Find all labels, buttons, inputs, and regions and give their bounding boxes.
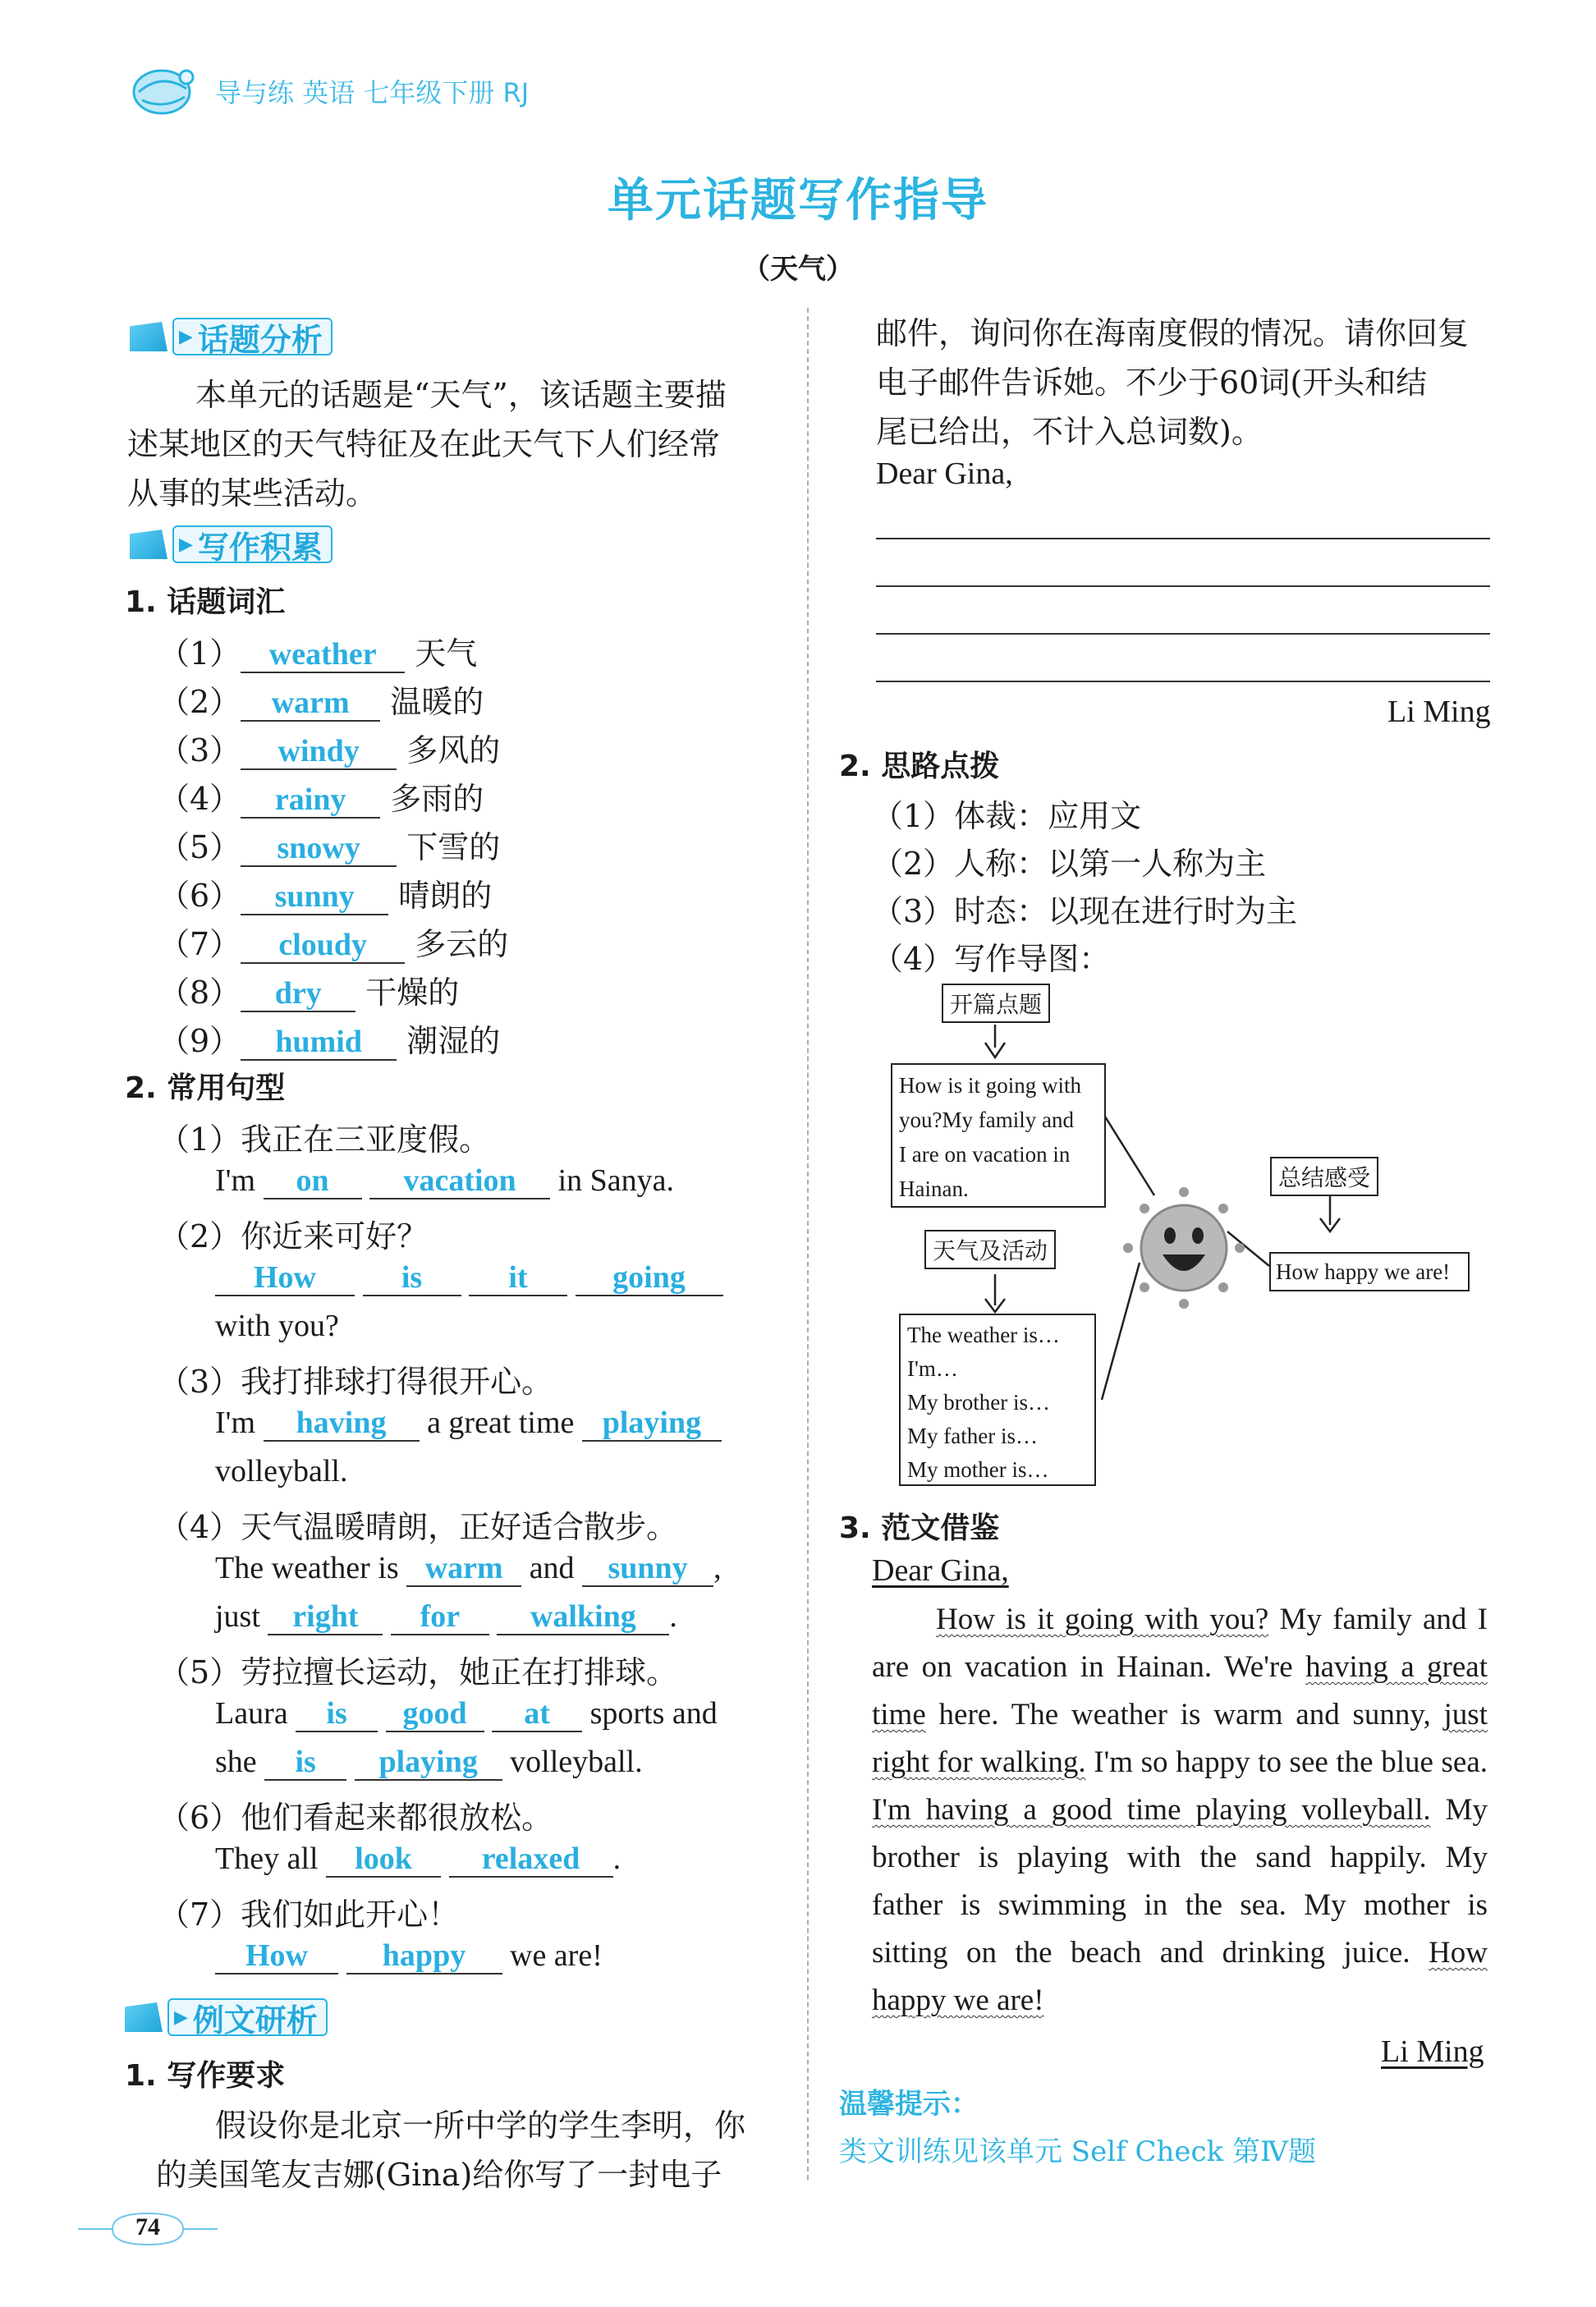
sentence-answer: it xyxy=(469,1262,567,1296)
mindmap-box-opening xyxy=(891,1063,1106,1208)
requirement-line: 尾已给出，不计入总词数)。 xyxy=(876,414,1263,450)
sentence-answer: is xyxy=(264,1746,346,1781)
requirement-line: 邮件，询问你在海南度假的情况。请你回复 xyxy=(876,315,1470,351)
writing-line xyxy=(876,633,1490,635)
sentence-en xyxy=(215,1550,722,1587)
vocab-row xyxy=(158,1016,500,1061)
globe-logo-icon xyxy=(127,64,201,118)
sentence-text: I'm xyxy=(215,1406,256,1440)
tips-heading: 2. 思路点拨 xyxy=(839,750,1000,783)
sentence-cn: （6）他们看起来都很放松。 xyxy=(158,1800,553,1836)
tip-item: （1）体裁：应用文 xyxy=(872,798,1142,834)
mindmap-text: I are on vacation in xyxy=(899,1142,1071,1167)
connector-line xyxy=(1105,1117,1154,1195)
sentence-answer: relaxed xyxy=(449,1843,613,1878)
sentence-text: she xyxy=(215,1745,257,1779)
sentence-answer: for xyxy=(391,1601,489,1635)
vocab-answer: warm xyxy=(241,687,380,722)
tip-item: （4）写作导图： xyxy=(872,941,1111,977)
header-logo xyxy=(127,64,201,118)
vocab-row xyxy=(158,677,484,722)
sentences-heading: 2. 常用句型 xyxy=(125,1071,286,1105)
play-arrow-icon: ▶ xyxy=(174,2007,188,2028)
mindmap-label-weather: 天气及活动 xyxy=(924,1230,1056,1269)
connector-line xyxy=(1102,1263,1140,1400)
sentence-answer: warm xyxy=(406,1553,521,1587)
connector-line xyxy=(1227,1231,1269,1266)
sentence-answer: is xyxy=(296,1698,378,1732)
sentence-text: . xyxy=(612,1841,621,1876)
sentence-text: The weather is xyxy=(215,1551,399,1585)
vocab-num: （7） xyxy=(158,926,241,962)
tip-title: 温馨提示： xyxy=(839,2088,979,2121)
vocab-num: （9） xyxy=(158,1023,241,1059)
model-highlight: How happy we are! xyxy=(872,1936,1488,2017)
vocab-row xyxy=(158,967,459,1012)
vocab-answer: snowy xyxy=(241,832,397,867)
vocab-answer: humid xyxy=(241,1026,397,1061)
vocab-row xyxy=(158,773,484,819)
mindmap-text: My brother is… xyxy=(907,1390,1050,1415)
sentence-cn: （7）我们如此开心！ xyxy=(158,1897,460,1933)
vocab-num: （1） xyxy=(158,635,241,672)
sentence-answer: on xyxy=(264,1165,362,1199)
vocab-num: （2） xyxy=(158,684,241,720)
vocab-num: （3） xyxy=(158,732,241,768)
sentence-cn: （1）我正在三亚度假。 xyxy=(158,1121,491,1158)
sentence-text: just xyxy=(215,1599,260,1634)
vocab-num: （4） xyxy=(158,781,241,817)
sentence-text: They all xyxy=(215,1841,319,1876)
sentence-answer: happy xyxy=(346,1940,502,1974)
mindmap-box-summary xyxy=(1269,1252,1470,1291)
tip-text: 类文训练见该单元 Self Check 第Ⅳ题 xyxy=(839,2135,1316,2168)
topic-paragraph-line: 本单元的话题是“天气”，该话题主要描 xyxy=(195,377,727,413)
sentence-cn: （2）你近来可好？ xyxy=(158,1218,429,1254)
mindmap-label-summary: 总结感受 xyxy=(1270,1157,1378,1196)
page-subtitle: （天气） xyxy=(742,253,854,286)
header-series: 导与练 英语 七年级下册 RJ xyxy=(215,77,530,108)
sentence-answer: right xyxy=(268,1601,383,1635)
sentence-answer: look xyxy=(326,1843,441,1878)
vocab-row xyxy=(158,725,500,770)
tip-item: （3）时态：以现在进行时为主 xyxy=(872,893,1298,929)
sentence-en xyxy=(215,1841,621,1878)
vocab-row xyxy=(158,628,477,673)
play-arrow-icon: ▶ xyxy=(179,326,193,347)
sentence-answer: playing xyxy=(582,1407,722,1442)
mindmap-label-opening: 开篇点题 xyxy=(942,984,1050,1023)
sentence-answer: walking xyxy=(497,1601,669,1635)
requirement-line: 电子邮件告诉她。不少于60词(开头和结 xyxy=(876,365,1428,401)
section-heading: 写作积累 xyxy=(197,529,323,566)
mindmap-text: My mother is… xyxy=(907,1457,1049,1482)
sentence-text: with you? xyxy=(215,1309,339,1343)
sentence-en xyxy=(215,1695,718,1732)
mindmap-text: Hainan. xyxy=(899,1176,969,1201)
vocab-num: （5） xyxy=(158,829,241,865)
model-highlight: I'm having a good time playing volleyball. xyxy=(872,1793,1431,1827)
section-heading: 话题分析 xyxy=(197,321,323,358)
sentence-text: a great time xyxy=(427,1406,575,1440)
section-banner-topic-analysis xyxy=(130,316,332,357)
requirement-line: 的美国笔友吉娜(Gina)给你写了一封电子 xyxy=(156,2157,722,2193)
sentence-answer: playing xyxy=(355,1746,502,1781)
vocab-answer: dry xyxy=(241,978,355,1012)
model-highlight: just right for walking. xyxy=(872,1698,1488,1779)
column-divider xyxy=(807,308,809,2180)
sentence-text: volleyball. xyxy=(510,1745,643,1779)
writing-line xyxy=(876,681,1490,682)
model-text: My family and I are on vacation in Hainan. We're xyxy=(872,1603,1488,1684)
sentence-text: Laura xyxy=(215,1696,288,1731)
vocab-meaning: 潮湿的 xyxy=(406,1023,501,1059)
mindmap-text: I'm… xyxy=(907,1356,958,1381)
mindmap-text: How happy we are! xyxy=(1276,1259,1451,1284)
section-heading: 例文研析 xyxy=(192,2002,318,2039)
sentence-answer: vacation xyxy=(369,1165,550,1199)
vocab-meaning: 多雨的 xyxy=(390,781,484,817)
sentence-cn: （3）我打排球打得很开心。 xyxy=(158,1364,553,1400)
sentence-cn: （4）天气温暖晴朗，正好适合散步。 xyxy=(158,1509,678,1545)
sentence-en xyxy=(215,1598,677,1635)
vocab-meaning: 晴朗的 xyxy=(398,878,493,914)
sentence-text: we are! xyxy=(510,1938,603,1973)
sentence-text: . xyxy=(669,1599,677,1634)
section-banner-example xyxy=(125,1997,328,2038)
mindmap-text: you?My family and xyxy=(899,1108,1074,1132)
vocab-heading: 1. 话题词汇 xyxy=(125,585,286,619)
mindmap-text: My father is… xyxy=(907,1424,1038,1448)
arrow-down-icon xyxy=(1320,1190,1340,1231)
sentence-answer: is xyxy=(363,1262,461,1296)
arrow-down-icon xyxy=(985,1274,1005,1312)
model-salutation: Dear Gina, xyxy=(872,1553,1009,1588)
sentence-text: in Sanya. xyxy=(557,1163,674,1198)
vocab-row xyxy=(158,870,492,915)
model-heading: 3. 范文借鉴 xyxy=(839,1511,1000,1545)
sentence-text: and xyxy=(529,1551,575,1585)
sentence-text: volleyball. xyxy=(215,1454,348,1488)
sentence-answer: sunny xyxy=(582,1553,713,1587)
vocab-answer: sunny xyxy=(241,881,388,915)
vocab-row xyxy=(158,822,500,867)
sentence-answer: good xyxy=(386,1698,484,1732)
topic-paragraph-line: 从事的某些活动。 xyxy=(127,475,378,511)
writing-line xyxy=(876,538,1490,539)
sentence-cn: （5）劳拉擅长运动，她正在打排球。 xyxy=(158,1654,678,1690)
mindmap-text: How is it going with xyxy=(899,1073,1082,1098)
vocab-meaning: 干燥的 xyxy=(365,975,460,1011)
model-text: here. The weather is warm and sunny, xyxy=(925,1698,1444,1731)
topic-paragraph-line: 述某地区的天气特征及在此天气下人们经常 xyxy=(127,426,721,462)
vocab-meaning: 下雪的 xyxy=(406,829,501,865)
writing-line xyxy=(876,585,1490,587)
mindmap-text: The weather is… xyxy=(907,1323,1060,1347)
sentence-en xyxy=(215,1163,674,1199)
vocab-answer: windy xyxy=(241,736,397,770)
sentence-en xyxy=(215,1405,722,1442)
sentence-text: I'm xyxy=(215,1163,256,1198)
model-highlight: How is it going with you? xyxy=(936,1603,1269,1636)
letter-signature: Li Ming xyxy=(1387,695,1491,729)
vocab-row xyxy=(158,919,508,964)
sentence-text: , xyxy=(713,1551,722,1585)
sentence-en xyxy=(215,1744,643,1781)
play-arrow-icon: ▶ xyxy=(179,534,193,555)
model-highlight: having a great time xyxy=(872,1650,1488,1731)
sentence-en xyxy=(215,1259,723,1296)
letter-salutation: Dear Gina, xyxy=(876,456,1013,491)
sentence-text: sports and xyxy=(589,1696,718,1731)
page-number: 74 xyxy=(135,2213,160,2240)
mindmap-box-weather xyxy=(899,1314,1096,1486)
sentence-answer: going xyxy=(576,1262,723,1296)
model-text: I'm so happy to see the blue sea. xyxy=(1085,1745,1488,1779)
vocab-meaning: 多云的 xyxy=(415,926,509,962)
vocab-num: （6） xyxy=(158,878,241,914)
model-essay xyxy=(872,1596,1488,2025)
vocab-answer: cloudy xyxy=(241,929,405,964)
sentence-answer: having xyxy=(264,1407,420,1442)
sentence-en xyxy=(215,1938,603,1974)
requirement-line: 假设你是北京一所中学的学生李明，你 xyxy=(215,2107,746,2144)
vocab-meaning: 多风的 xyxy=(406,732,501,768)
requirement-heading: 1. 写作要求 xyxy=(125,2059,286,2093)
vocab-answer: weather xyxy=(241,639,405,673)
vocab-meaning: 温暖的 xyxy=(390,684,484,720)
vocab-answer: rainy xyxy=(241,784,380,819)
vocab-num: （8） xyxy=(158,975,241,1011)
sentence-answer: at xyxy=(492,1698,582,1732)
smiling-sun-icon xyxy=(1123,1187,1245,1309)
sentence-answer: How xyxy=(215,1262,355,1296)
arrow-down-icon xyxy=(985,1025,1005,1057)
page-title: 单元话题写作指导 xyxy=(608,174,988,227)
tip-item: （2）人称：以第一人称为主 xyxy=(872,846,1267,882)
section-banner-accumulation xyxy=(130,524,332,565)
model-text: My brother is playing with the sand happily. My father is swimming in the sea. My mother is sitting on the beach and drinking juice. xyxy=(872,1793,1488,1970)
vocab-meaning: 天气 xyxy=(415,635,478,672)
sentence-answer: How xyxy=(215,1940,338,1974)
model-signature: Li Ming xyxy=(1381,2034,1484,2069)
